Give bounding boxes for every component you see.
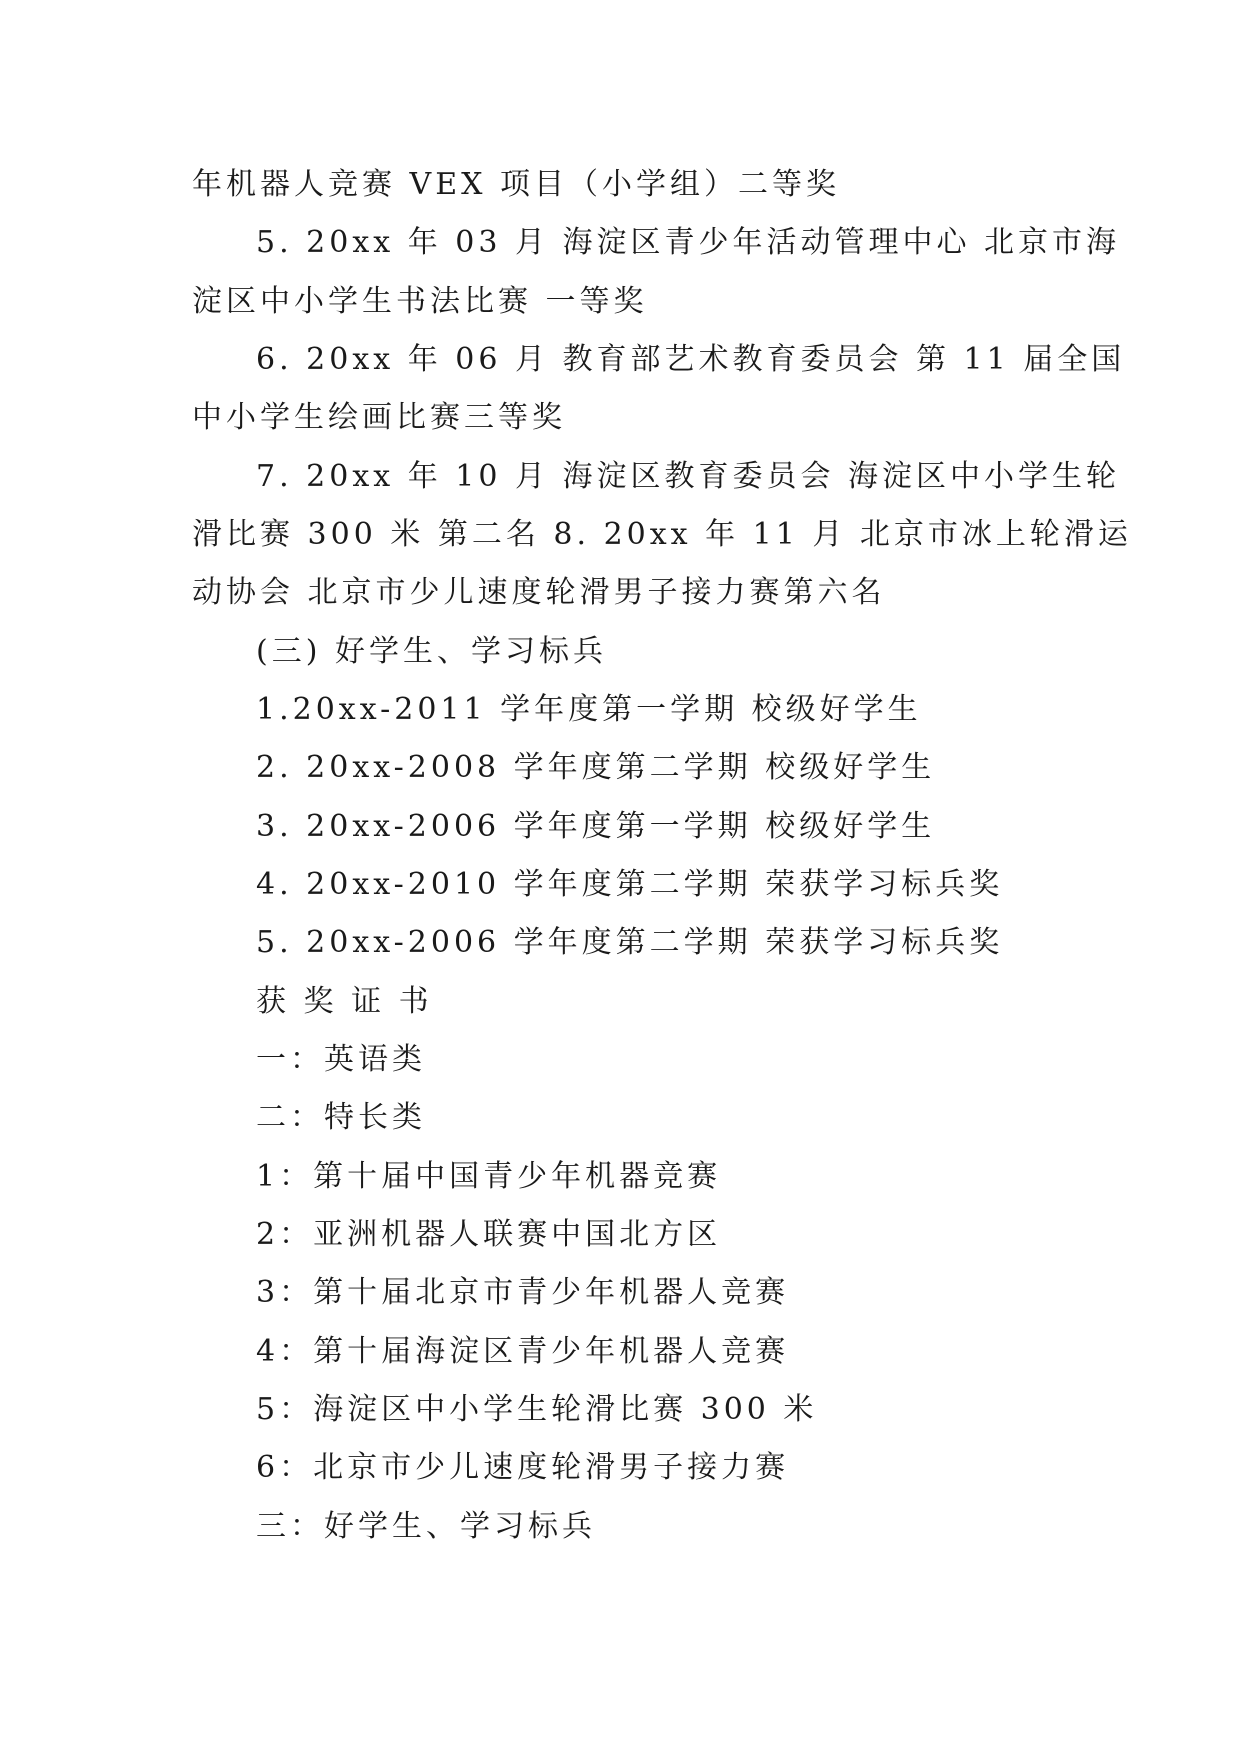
list-item: 3. 20xx-2006 学年度第一学期 校级好学生 [256,809,936,844]
text-line: 6. 20xx 年 06 月 教育部艺术教育委员会 第 11 届全国 [256,342,1126,377]
text-line: 中小学生绘画比赛三等奖 [192,400,566,435]
list-item: 2. 20xx-2008 学年度第二学期 校级好学生 [256,750,936,785]
text-line: 滑比赛 300 米 第二名 8. 20xx 年 11 月 北京市冰上轮滑运 [192,517,1132,552]
text-line: 5. 20xx 年 03 月 海淀区青少年活动管理中心 北京市海 [256,225,1121,260]
list-item: 3：第十届北京市青少年机器人竞赛 [256,1275,790,1310]
category-heading: 二：特长类 [256,1100,426,1135]
list-item: 4：第十届海淀区青少年机器人竞赛 [256,1334,790,1369]
list-item: 4. 20xx-2010 学年度第二学期 荣获学习标兵奖 [256,867,1004,902]
section-heading: 获 奖 证 书 [256,984,433,1019]
text-line: 动协会 北京市少儿速度轮滑男子接力赛第六名 [192,575,886,610]
list-item: 2：亚洲机器人联赛中国北方区 [256,1217,722,1252]
list-item: 5. 20xx-2006 学年度第二学期 荣获学习标兵奖 [256,925,1004,960]
section-heading: (三) 好学生、学习标兵 [256,634,607,669]
text-line: 年机器人竞赛 VEX 项目（小学组）二等奖 [192,167,840,202]
list-item: 1：第十届中国青少年机器竞赛 [256,1159,722,1194]
category-heading: 三：好学生、学习标兵 [256,1509,596,1544]
list-item: 5：海淀区中小学生轮滑比赛 300 米 [256,1392,818,1427]
text-line: 淀区中小学生书法比赛 一等奖 [192,284,648,319]
text-line: 7. 20xx 年 10 月 海淀区教育委员会 海淀区中小学生轮 [256,459,1121,494]
list-item: 6：北京市少儿速度轮滑男子接力赛 [256,1450,790,1485]
category-heading: 一：英语类 [256,1042,426,1077]
list-item: 1.20xx-2011 学年度第一学期 校级好学生 [256,692,922,727]
